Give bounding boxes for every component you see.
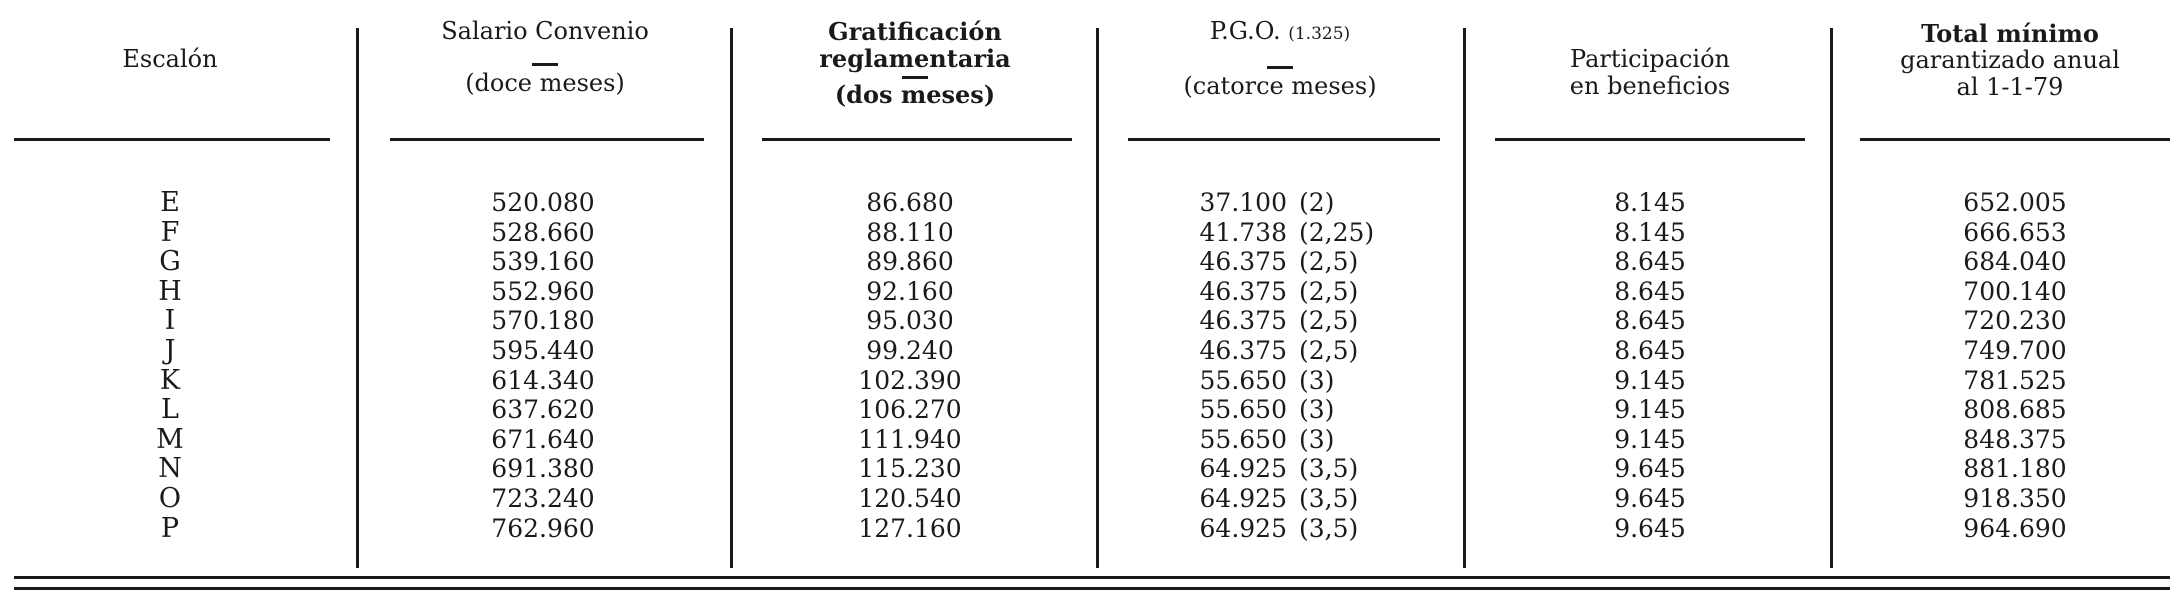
header-total-title3: al 1-1-79 <box>1956 73 2064 101</box>
header-salario <box>370 18 720 97</box>
cell-pgo-factor: (3) <box>1299 395 1335 425</box>
cell-participacion: 9.645 <box>1614 513 1686 543</box>
cell-participacion: 8.645 <box>1614 306 1686 336</box>
header-total-title2: garantizado anual <box>1900 46 2120 74</box>
cell-pgo <box>1175 395 1395 425</box>
cell-gratificacion: 89.860 <box>866 247 954 277</box>
cell-gratificacion: 88.110 <box>866 217 954 247</box>
cell-pgo <box>1175 454 1395 484</box>
cell-participacion: 8.645 <box>1614 336 1686 365</box>
cell-pgo-factor: (3) <box>1299 365 1335 395</box>
cell-total: 666.653 <box>1963 217 2067 247</box>
cell-total: 808.685 <box>1963 395 2067 425</box>
header-salario-sub: (doce meses) <box>465 69 625 97</box>
cell-escalon: I <box>164 305 176 337</box>
cell-pgo-factor: (2,25) <box>1299 217 1375 247</box>
cell-total: 652.005 <box>1963 188 2067 217</box>
cell-participacion: 8.645 <box>1614 247 1686 277</box>
cell-salario: 691.380 <box>491 454 595 484</box>
header-rule <box>1128 138 1440 141</box>
header-total <box>1845 20 2175 101</box>
header-rule <box>1495 138 1805 141</box>
header-rule <box>390 138 704 141</box>
cell-pgo-factor: (2,5) <box>1299 247 1359 277</box>
table-row <box>0 454 2181 484</box>
table-row <box>0 336 2181 366</box>
cell-total: 964.690 <box>1963 513 2067 543</box>
cell-pgo-value: 55.650 <box>1199 395 1287 425</box>
cell-pgo-factor: (2,5) <box>1299 306 1359 336</box>
table-row <box>0 395 2181 425</box>
cell-salario: 762.960 <box>491 513 595 543</box>
cell-pgo-factor: (2,5) <box>1299 276 1359 306</box>
cell-pgo-value: 55.650 <box>1199 424 1287 454</box>
cell-gratificacion: 120.540 <box>858 484 962 513</box>
table-row <box>0 306 2181 336</box>
cell-pgo <box>1175 247 1395 277</box>
cell-pgo-factor: (3) <box>1299 424 1335 454</box>
header-participacion-title2: en beneficios <box>1569 72 1731 100</box>
cell-participacion: 9.645 <box>1614 454 1686 484</box>
cell-participacion: 9.145 <box>1614 424 1686 454</box>
header-dash <box>532 63 558 66</box>
cell-escalon: O <box>158 483 182 514</box>
header-escalon: Escalón <box>122 45 218 73</box>
cell-total: 881.180 <box>1963 454 2067 484</box>
header-total-title1: Total mínimo <box>1921 19 2099 48</box>
cell-pgo <box>1175 336 1395 366</box>
table-row <box>0 277 2181 307</box>
cell-gratificacion: 127.160 <box>858 513 962 543</box>
table-bottom-rule <box>14 587 2170 590</box>
cell-salario: 552.960 <box>491 276 595 306</box>
cell-pgo <box>1175 306 1395 336</box>
cell-salario: 570.180 <box>491 306 595 336</box>
cell-salario: 614.340 <box>491 365 595 395</box>
cell-participacion: 9.645 <box>1614 484 1686 513</box>
cell-pgo-value: 46.375 <box>1199 336 1287 365</box>
header-participacion-title1: Participación <box>1570 45 1730 73</box>
cell-salario: 520.080 <box>491 188 595 217</box>
cell-pgo <box>1175 366 1395 396</box>
cell-salario: 528.660 <box>491 217 595 247</box>
header-gratificacion-title1: Gratificación <box>828 17 1002 46</box>
cell-participacion: 8.645 <box>1614 276 1686 306</box>
cell-salario: 723.240 <box>491 484 595 513</box>
cell-escalon: N <box>158 453 182 485</box>
cell-escalon: L <box>161 394 179 426</box>
cell-escalon: F <box>160 216 180 248</box>
cell-pgo-factor: (3,5) <box>1299 484 1359 513</box>
cell-participacion: 8.145 <box>1614 217 1686 247</box>
header-salario-title: Salario Convenio <box>441 17 649 45</box>
cell-pgo-value: 46.375 <box>1199 247 1287 277</box>
cell-pgo-value: 64.925 <box>1199 513 1287 543</box>
cell-pgo <box>1175 218 1395 248</box>
table-row <box>0 484 2181 514</box>
cell-escalon: J <box>164 335 176 366</box>
header-pgo-sub: (catorce meses) <box>1183 72 1377 100</box>
table-row <box>0 247 2181 277</box>
cell-escalon: E <box>160 187 180 218</box>
cell-pgo-factor: (2,5) <box>1299 336 1359 365</box>
header-pgo-title-line <box>1110 18 1450 48</box>
cell-participacion: 8.145 <box>1614 188 1686 217</box>
table-row <box>0 514 2181 544</box>
header-pgo <box>1110 18 1450 100</box>
cell-total: 700.140 <box>1963 276 2067 306</box>
header-pgo-note: (1.325) <box>1288 24 1351 44</box>
header-gratificacion-title2: reglamentaria <box>819 44 1011 73</box>
table-row <box>0 425 2181 455</box>
cell-escalon: K <box>159 364 181 396</box>
cell-total: 720.230 <box>1963 306 2067 336</box>
cell-gratificacion: 115.230 <box>858 454 962 484</box>
cell-pgo-factor: (3,5) <box>1299 454 1359 484</box>
header-rule <box>14 138 330 141</box>
cell-gratificacion: 106.270 <box>858 395 962 425</box>
cell-gratificacion: 99.240 <box>866 336 954 365</box>
cell-salario: 637.620 <box>491 395 595 425</box>
cell-total: 749.700 <box>1963 336 2067 365</box>
cell-pgo-value: 37.100 <box>1199 188 1287 217</box>
cell-escalon: M <box>156 423 184 455</box>
cell-pgo-value: 46.375 <box>1199 276 1287 306</box>
cell-pgo-factor: (3,5) <box>1299 513 1359 543</box>
cell-pgo-value: 64.925 <box>1199 484 1287 513</box>
cell-gratificacion: 92.160 <box>866 276 954 306</box>
cell-pgo-value: 64.925 <box>1199 454 1287 484</box>
header-dash <box>902 76 928 79</box>
table-row <box>0 366 2181 396</box>
cell-pgo <box>1175 188 1395 218</box>
header-pgo-title: P.G.O. <box>1209 17 1281 45</box>
cell-participacion: 9.145 <box>1614 365 1686 395</box>
cell-gratificacion: 95.030 <box>866 306 954 336</box>
cell-total: 781.525 <box>1963 365 2067 395</box>
cell-pgo <box>1175 514 1395 544</box>
table-bottom-rule <box>14 576 2170 579</box>
cell-salario: 539.160 <box>491 247 595 277</box>
cell-gratificacion: 111.940 <box>858 424 962 454</box>
cell-escalon: G <box>159 246 181 278</box>
cell-salario: 595.440 <box>491 336 595 365</box>
cell-escalon: H <box>158 275 182 307</box>
cell-escalon: P <box>160 512 180 544</box>
table-row <box>0 218 2181 248</box>
cell-pgo-value: 46.375 <box>1199 306 1287 336</box>
header-participacion <box>1480 46 1820 100</box>
cell-total: 918.350 <box>1963 484 2067 513</box>
header-rule <box>1860 138 2170 141</box>
cell-pgo-value: 55.650 <box>1199 365 1287 395</box>
cell-total: 684.040 <box>1963 247 2067 277</box>
header-gratificacion-sub: (dos meses) <box>834 80 996 109</box>
cell-pgo <box>1175 425 1395 455</box>
cell-pgo-factor: (2) <box>1299 188 1335 217</box>
cell-total: 848.375 <box>1963 424 2067 454</box>
cell-gratificacion: 86.680 <box>866 188 954 217</box>
header-dash <box>1267 66 1293 69</box>
cell-salario: 671.640 <box>491 424 595 454</box>
cell-pgo-value: 41.738 <box>1199 217 1287 247</box>
header-rule <box>762 138 1072 141</box>
header-gratificacion <box>745 18 1085 108</box>
cell-gratificacion: 102.390 <box>858 365 962 395</box>
cell-participacion: 9.145 <box>1614 395 1686 425</box>
cell-pgo <box>1175 484 1395 514</box>
cell-pgo <box>1175 277 1395 307</box>
table-row <box>0 188 2181 218</box>
